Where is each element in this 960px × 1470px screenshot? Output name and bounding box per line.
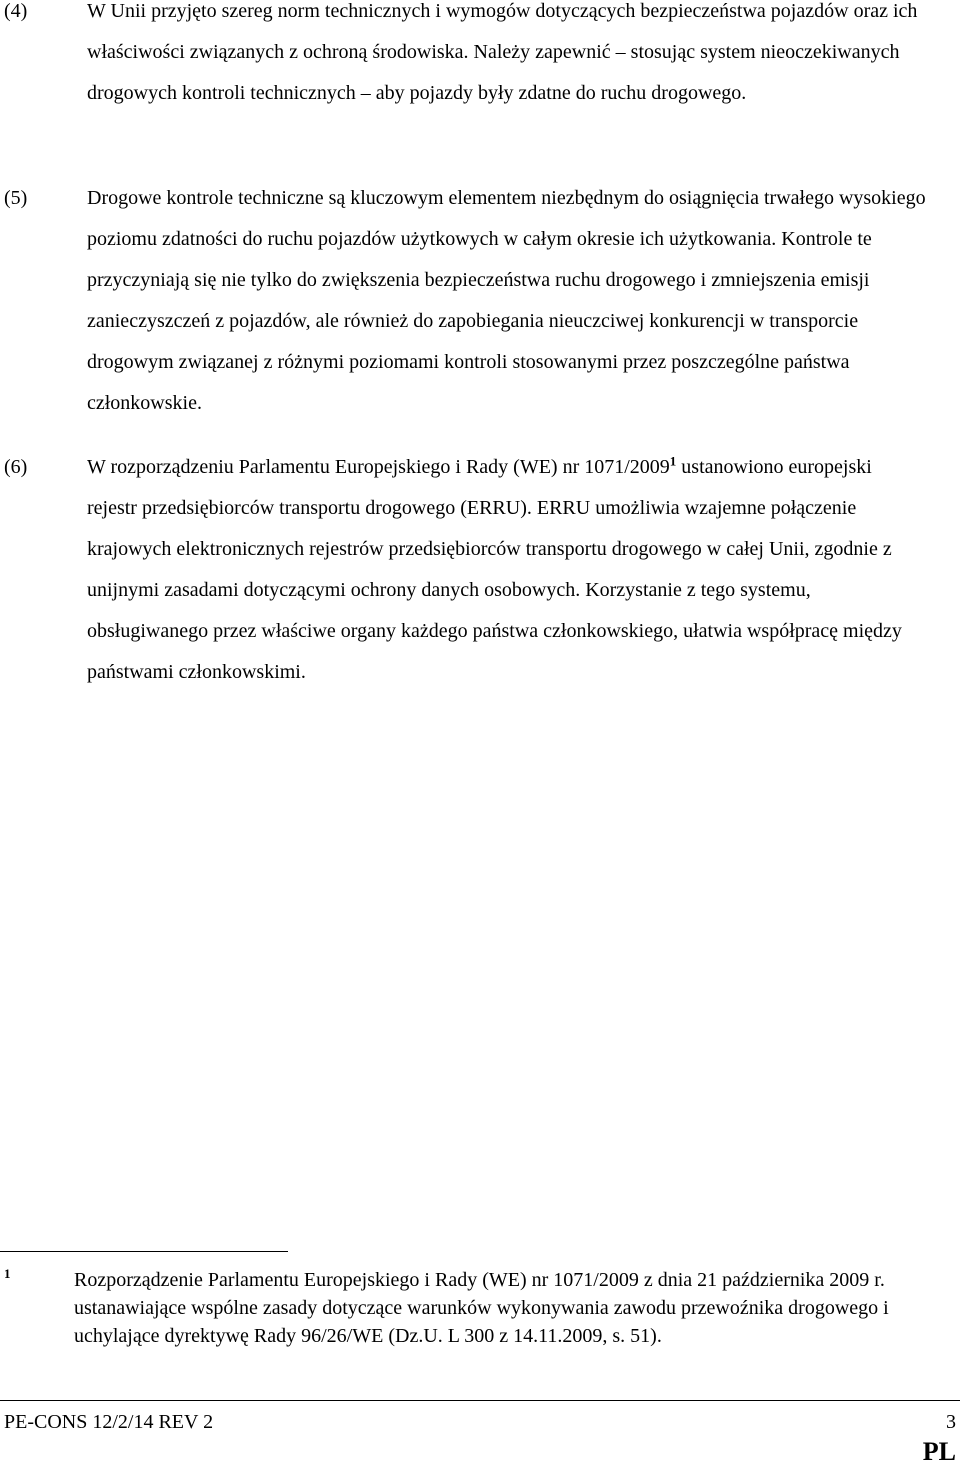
language-code: PL — [922, 1437, 956, 1466]
footer-separator — [0, 1400, 960, 1401]
footnote-reference[interactable]: 1 — [669, 453, 677, 469]
document-reference: PE-CONS 12/2/14 REV 2 — [4, 1411, 214, 1433]
recital-text: W Unii przyjęto szereg norm technicznych i wymogów dotyczących bezpieczeństwa pojazdów oraz ich właściwości związanych z ochroną środowiska. Należy zapewnić – stosując system nieoczekiwanych drogowych kontroli technicznych – aby pojazdy były zdatne do ruchu drogowego. — [87, 0, 918, 104]
recital-text — [87, 447, 922, 693]
footnote-separator — [0, 1251, 288, 1252]
recital-text-after: ustanowiono europejski rejestr przedsiębiorców transportu drogowego (ERRU). ERRU umożliwia wzajemne połączenie krajowych elektronicznych rejestrów przedsiębiorców transportu drogowego w całej Unii, zgodnie z unijnymi zasadami dotyczącymi ochrony danych osobowych. Korzystanie z tego systemu, obsługiwanego przez właściwe organy każdego państwa członkowskiego, ułatwia współpracę między państwami członkowskimi. — [87, 456, 902, 683]
footnote-mark: 1 — [4, 1266, 11, 1281]
recital-text: Drogowe kontrole techniczne są kluczowym elementem niezbędnym do osiągnięcia trwałego wysokiego poziomu zdatności do ruchu pojazdów użytkowych w całym okresie ich użytkowania. Kontrole te przyczyniają się nie tylko do zwiększenia bezpieczeństwa ruchu drogowego i zmniejszenia emisji zanieczyszczeń z pojazdów, ale również do zapobiegania nieuczciwej konkurencji w transporcie drogowym związanej z różnymi poziomami kontroli stosowanymi przez poszczególne państwa członkowskie. — [87, 187, 926, 414]
recital-number: (6) — [4, 456, 28, 478]
recital-number: (5) — [4, 187, 28, 209]
recital-text-before: W rozporządzeniu Parlamentu Europejskiego i Rady (WE) nr 1071/2009 — [87, 456, 670, 478]
page-number: 3 — [946, 1411, 956, 1433]
recital-number: (4) — [4, 0, 28, 22]
footnote-text: Rozporządzenie Parlamentu Europejskiego i Rady (WE) nr 1071/2009 z dnia 21 października 2009 r. ustanawiające wspólne zasady dotyczące warunków wykonywania zawodu przewoźnika drogowego i uchylające dyrektywę Rady 96/26/WE (Dz.U. L 300 z 14.11.2009, s. 51). — [74, 1269, 889, 1347]
